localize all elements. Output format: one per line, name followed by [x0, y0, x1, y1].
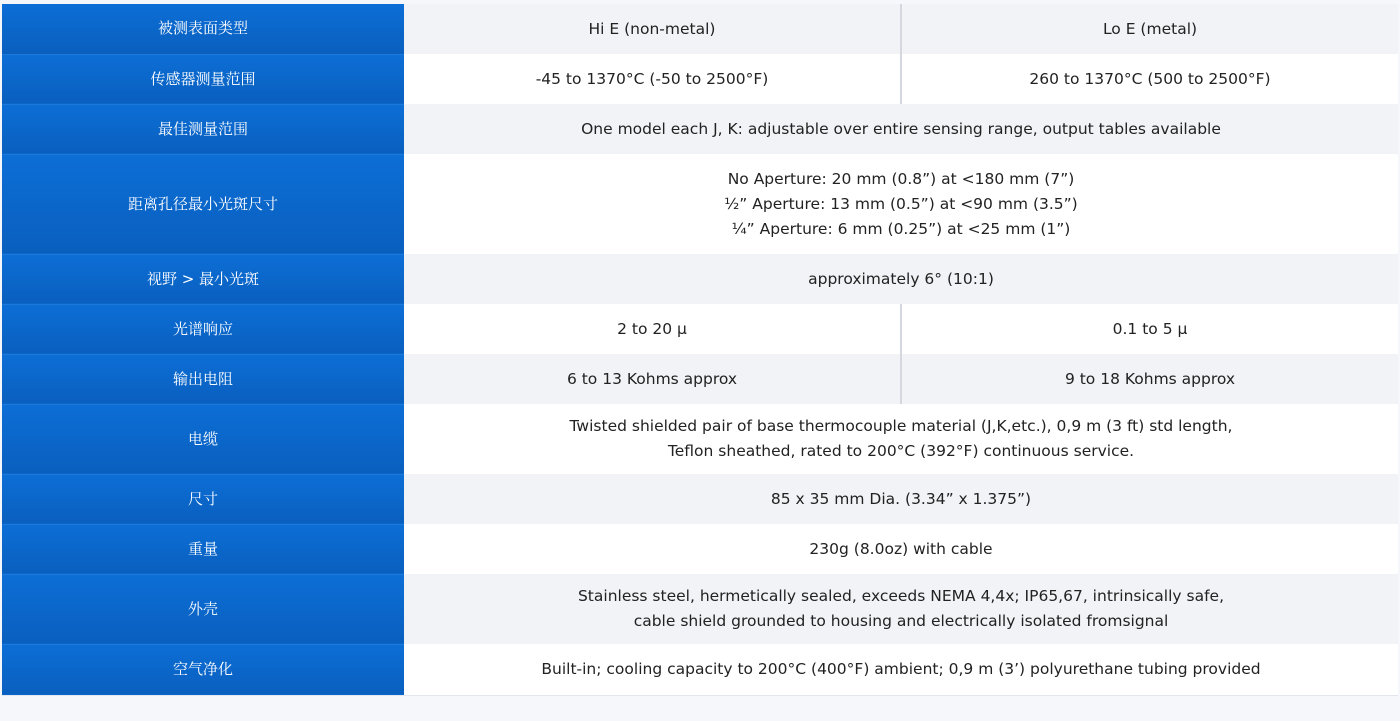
row-label [2, 54, 404, 104]
row-label-text: 被测表面类型 [157, 19, 248, 38]
row-value-line: ¼” Aperture: 6 mm (0.25”) at <25 mm (1”) [731, 219, 1071, 238]
row-label [2, 474, 404, 524]
row-value-hi-e [404, 304, 901, 354]
spec-table [2, 4, 1398, 696]
row-value [404, 154, 1398, 254]
row-value-hi-e [404, 4, 901, 54]
row-label [2, 404, 404, 474]
row-value-lo-e [901, 54, 1398, 104]
spec-row-optimal-range [2, 104, 1398, 154]
row-value-text: 2 to 20 μ [617, 319, 687, 338]
row-label-text: 尺寸 [187, 489, 218, 508]
row-value-text: One model each J, K: adjustable over entire sensing range, output tables available [581, 119, 1221, 138]
spec-row-housing [2, 574, 1398, 644]
row-value [404, 644, 1398, 695]
row-value-text: Lo E (metal) [1102, 19, 1198, 38]
row-label-text: 光谱响应 [172, 319, 233, 338]
row-label [2, 304, 404, 354]
spec-row-output-impedance [2, 354, 1398, 404]
spec-row-field-of-view [2, 254, 1398, 304]
row-label-text: 传感器测量范围 [150, 69, 256, 88]
row-value [404, 254, 1398, 304]
row-value-text: 6 to 13 Kohms approx [566, 369, 738, 388]
spec-row-spot-size [2, 154, 1398, 254]
row-value-line: Stainless steel, hermetically sealed, exceeds NEMA 4,4x; IP65,67, intrinsically safe, [577, 587, 1225, 605]
row-label-text: 最佳测量范围 [157, 119, 248, 138]
spec-row-sensor-range [2, 54, 1398, 104]
row-value-text: Hi E (non-metal) [588, 19, 716, 38]
spec-row-air-purge [2, 644, 1398, 695]
row-value-text: 260 to 1370°C (500 to 2500°F) [1029, 69, 1271, 88]
row-value-line: Twisted shielded pair of base thermocouple material (J,K,etc.), 0,9 m (3 ft) std length, [569, 417, 1233, 435]
row-label [2, 154, 404, 254]
row-value-text: 230g (8.0oz) with cable [809, 539, 993, 558]
spec-row-spectral-response [2, 304, 1398, 354]
row-label-text: 电缆 [187, 429, 218, 448]
row-value-text: 9 to 18 Kohms approx [1064, 369, 1236, 388]
row-value-text: 0.1 to 5 μ [1112, 319, 1188, 338]
row-value-hi-e [404, 354, 901, 404]
row-value-line: No Aperture: 20 mm (0.8”) at <180 mm (7”) [727, 169, 1075, 188]
row-value-text: 85 x 35 mm Dia. (3.34” x 1.375”) [770, 489, 1032, 508]
spec-row-dimensions [2, 474, 1398, 524]
row-value-text: Built-in; cooling capacity to 200°C (400°F) ambient; 0,9 m (3’) polyurethane tubing provided [541, 659, 1261, 678]
row-value-line: ½” Aperture: 13 mm (0.5”) at <90 mm (3.5”) [724, 194, 1078, 213]
row-value-line: cable shield grounded to housing and electrically isolated fromsignal [633, 612, 1169, 630]
row-label [2, 354, 404, 404]
row-value-hi-e [404, 54, 901, 104]
row-label [2, 104, 404, 154]
row-label-text: 视野 > 最小光斑 [146, 269, 260, 288]
row-label-text: 重量 [187, 539, 218, 558]
row-value-text: -45 to 1370°C (-50 to 2500°F) [535, 69, 769, 88]
spec-row-weight [2, 524, 1398, 574]
spec-row-surface-type [2, 4, 1398, 54]
row-label-text: 空气净化 [172, 660, 233, 678]
row-value-lo-e [901, 354, 1398, 404]
row-label [2, 574, 404, 644]
row-value [404, 104, 1398, 154]
row-label [2, 644, 404, 695]
spec-row-cable [2, 404, 1398, 474]
row-value-text: approximately 6° (10:1) [808, 269, 994, 288]
row-value [404, 574, 1398, 644]
row-label [2, 254, 404, 304]
row-label [2, 4, 404, 54]
row-value [404, 474, 1398, 524]
row-label-text: 输出电阻 [172, 369, 233, 388]
row-value [404, 404, 1398, 474]
row-value-line: Teflon sheathed, rated to 200°C (392°F) continuous service. [667, 442, 1135, 460]
row-value [404, 524, 1398, 574]
row-value-lo-e [901, 4, 1398, 54]
row-label-text: 距离孔径最小光斑尺寸 [127, 194, 278, 213]
row-value-lo-e [901, 304, 1398, 354]
row-label-text: 外壳 [187, 599, 218, 618]
row-label [2, 524, 404, 574]
